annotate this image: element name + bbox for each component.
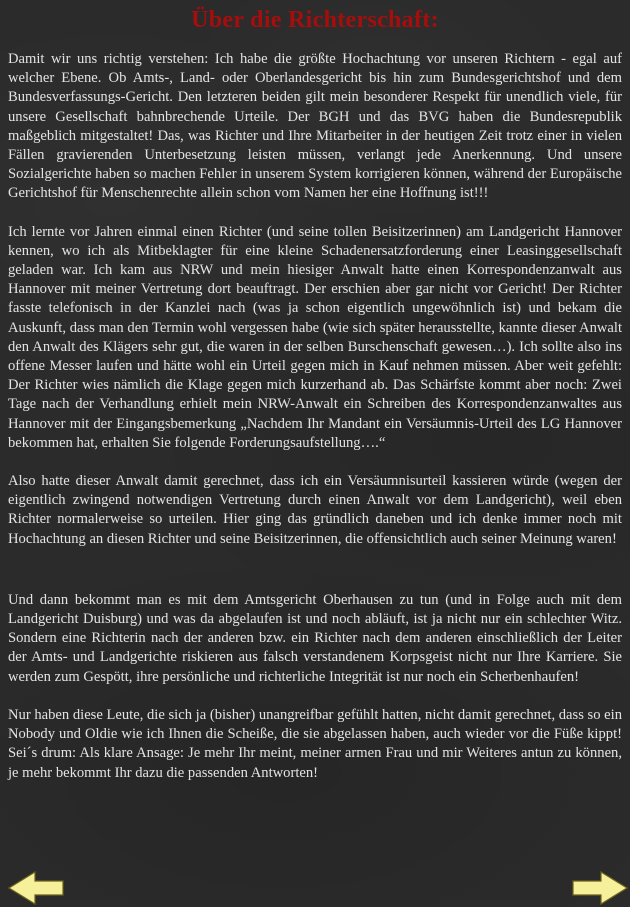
paragraph: Und dann bekommt man es mit dem Amtsgericht Oberhausen zu tun (und in Folge auch mit dem Landgericht Duisburg) und was da abgelaufen ist und noch abläuft, ist ja nicht nur ein schlechter Witz. Sondern eine Richterin nach der anderen bzw. ein Richter nach dem anderen einschließlich der Leiter der Amts- und Landgerichte riskieren aus falsch verstandenem Korpsgeist nicht nur Ihre Karriere. Sie werden zum Gespött, ihre persönliche und richterliche Integrität ist nur noch ein Scherbenhaufen!	[8, 591, 622, 685]
paragraph: Ich lernte vor Jahren einmal einen Richter (und seine tollen Beisitzerinnen) am Landgericht Hannover kennen, wo ich als Mitbeklagter für eine kleine Schadenersatzforderung einer Leasinggesellschaft geladen war. Ich kam aus NRW und mein hiesiger Anwalt hatte einen Korrespondenzanwalt aus Hannover mit meiner Vertretung dort beauftragt. Der erschien aber gar nicht vor Gericht! Der Richter fasste telefonisch in der Kanzlei nach (was ja schon eigentlich ungewöhnlich ist) und bekam die Auskunft, dass man den Termin wohl vergessen habe (wie sich später herausstellte, kannte dieser Anwalt den Anwalt des Klägers sehr gut, die waren in der selben Burschenschaft gewesen…). Ich sollte also ins offene Messer laufen und hätte wohl ein Urteil gegen mich in Kauf nehmen müssen. Aber weit gefehlt: Der Richter wies nämlich die Klage gegen mich kurzerhand ab. Das Schärfste kommt aber noch: Zwei Tage nach der Verhandlung erhielt mein NRW-Anwalt ein Schreiben des Korrespondenzanwaltes aus Hannover mit der Eingangsbemerkung „Nachdem Ihr Mandant ein Versäumnis-Urteil des LG Hannover bekommen hat, erhalten Sie folgende Forderungsaufstellung….“	[8, 223, 622, 451]
paragraph: Also hatte dieser Anwalt damit gerechnet, dass ich ein Versäumnisurteil kassieren würde (wegen der eigentlich zwingend notwendigen Vertretung durch einen Anwalt vor dem Landgericht), weil eben Richter normalerweise so urteilen. Hier ging das gründlich daneben und ich denke immer noch mit Hochachtung an diesen Richter und seine Beisitzerinnen, die offensichtlich auch seiner Meinung waren!	[8, 473, 622, 547]
page-title: Über die Richterschaft:	[191, 7, 439, 33]
article-body	[0, 50, 630, 783]
paragraph: Damit wir uns richtig verstehen: Ich habe die größte Hochachtung vor unseren Richtern - egal auf welcher Ebene. Ob Amts-, Land- oder Oberlandesgericht bis hin zum Bundesgerichtshof und dem Bundesverfassungs-Gericht. Den letzteren beiden gilt mein besonderer Respekt für unendlich viele, für unsere Gesellschaft bahnbrechende Urteile. Der BGH und das BVG haben die Bundesrepublik maßgeblich mitgestaltet! Das, was Richter und Ihre Mitarbeiter in der heutigen Zeit trotz einer in vielen Fällen gravierenden Unterbesetzung leisten müssen, verlangt jede Anerkennung. Und unsere Sozialgerichte haben so machen Fehler in unserem System korrigieren können, während der Europäische Gerichtshof für Menschenrechte allein schon vom Namen her eine Hoffnung ist!!!	[8, 51, 622, 202]
paragraph: Nur haben diese Leute, die sich ja (bisher) unangreifbar gefühlt hatten, nicht damit gerechnet, dass so ein Nobody und Oldie wie ich Ihnen die Scheiße, die sie abgelassen haben, auch wieder vor die Füße kippt! Sei´s drum: Als klare Ansage: Je mehr Ihr meint, meiner armen Frau und mir Weiteres antun zu können, je mehr bekommt Ihr dazu die passenden Antworten!	[8, 706, 622, 781]
